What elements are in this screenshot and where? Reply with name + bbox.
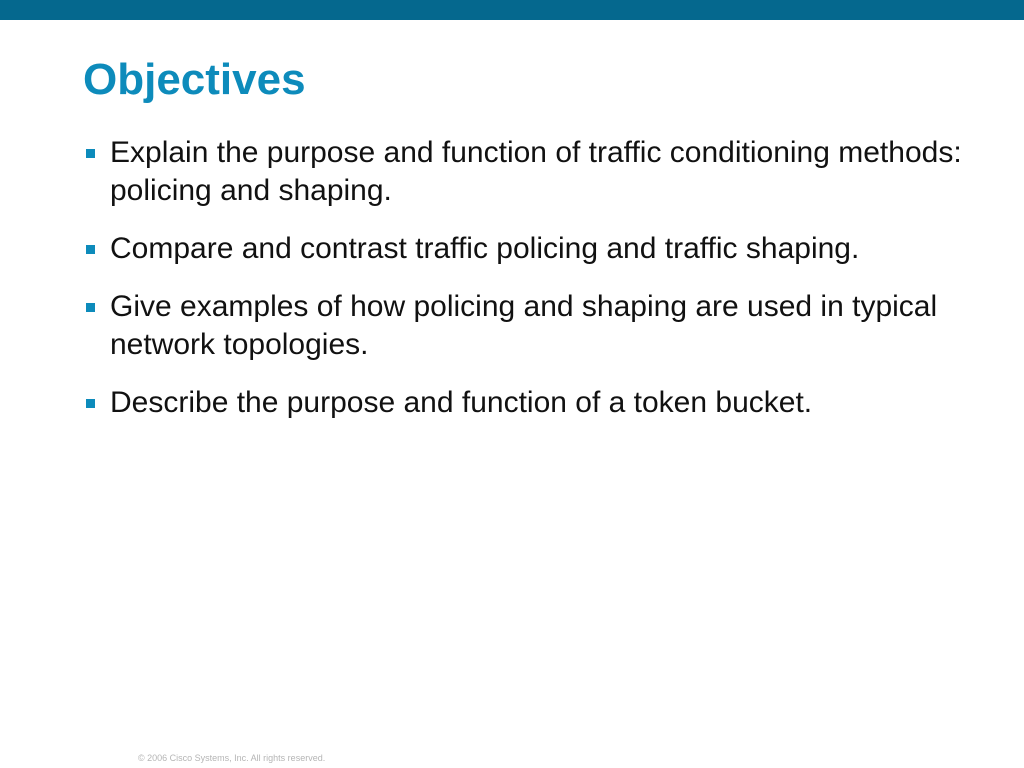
square-bullet-icon — [86, 149, 95, 158]
objective-text: Give examples of how policing and shaping are used in typical network topologies. — [110, 290, 938, 361]
slide-title: Objectives — [83, 55, 306, 104]
square-bullet-icon — [86, 303, 95, 312]
objective-text: Compare and contrast traffic policing and traffic shaping. — [110, 232, 860, 265]
objectives-list — [86, 134, 966, 442]
objective-item — [86, 288, 966, 364]
objective-text: Explain the purpose and function of traffic conditioning methods: policing and shaping. — [110, 136, 962, 207]
objective-item — [86, 134, 966, 210]
copyright-footer: © 2006 Cisco Systems, Inc. All rights reserved. — [138, 753, 326, 763]
objective-item — [86, 230, 966, 268]
top-accent-bar — [0, 0, 1024, 20]
objective-item — [86, 384, 966, 422]
square-bullet-icon — [86, 399, 95, 408]
square-bullet-icon — [86, 245, 95, 254]
objective-text: Describe the purpose and function of a token bucket. — [110, 386, 813, 419]
